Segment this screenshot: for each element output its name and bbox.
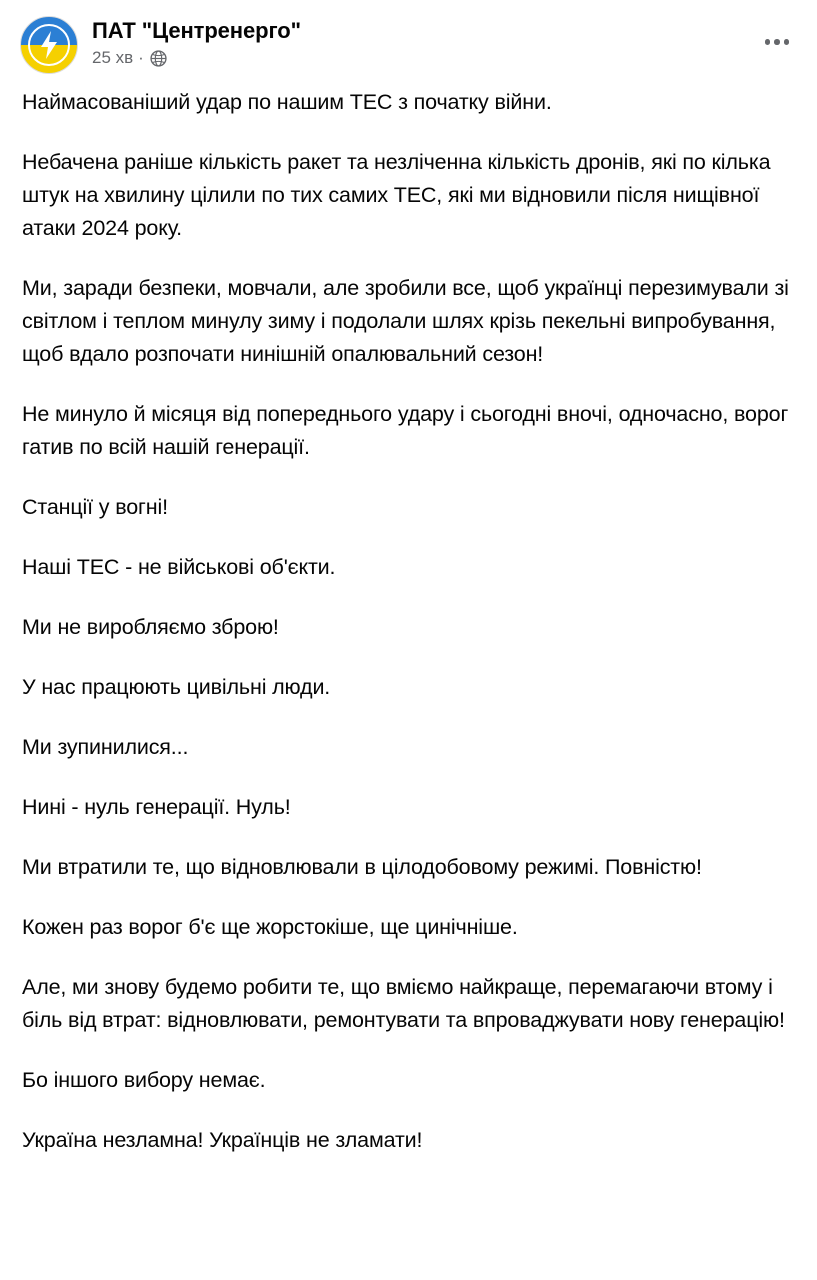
avatar[interactable] (20, 16, 78, 74)
post-paragraph: У нас працюють цивільні люди. (22, 675, 331, 699)
post-paragraph: Наймасованіший удар по нашим ТЕС з початку війни. (22, 90, 552, 114)
post-paragraph: Але, ми знову будемо робити те, що вміємо найкраще, перемагаючи втому і біль від втрат: відновлювати, ремонтувати та впроваджувати нову генерацію! (22, 975, 785, 1032)
meta-separator: · (138, 48, 144, 67)
post-paragraph: Станції у вогні! (22, 495, 168, 519)
post-paragraph: Кожен раз ворог б'є ще жорстокіше, ще цинічніше. (22, 915, 518, 939)
post-body (0, 80, 817, 1177)
post-paragraph: Ми зупинилися... (22, 735, 189, 759)
post-paragraph: Нині - нуль генерації. Нуль! (22, 795, 291, 819)
post-paragraph: Ми, заради безпеки, мовчали, але зробили все, щоб українці перезимували зі світлом і теплом минулу зиму і подолали шлях крізь пекельні випробування, щоб вдало розпочати нинішній опалювальний сезон! (22, 276, 789, 366)
post-paragraph: Ми втратили те, що відновлювали в цілодобовому режимі. Повністю! (22, 855, 702, 879)
more-options-button[interactable] (757, 22, 797, 62)
more-options-icon (765, 39, 790, 45)
post-timestamp[interactable]: 25 хв (92, 48, 134, 67)
post-paragraph: Україна незламна! Українців не зламати! (22, 1128, 423, 1152)
globe-icon[interactable] (150, 50, 167, 67)
post-meta (92, 48, 757, 68)
post-paragraph: Небачена раніше кількість ракет та незліченна кількість дронів, які по кілька штук на хвилину цілили по тих самих ТЕС, які ми відновили після нищівної атаки 2024 року. (22, 150, 771, 240)
post-header (0, 0, 817, 80)
post-paragraph: Ми не виробляємо зброю! (22, 615, 279, 639)
post-paragraph: Не минуло й місяця від попереднього удару і сьогодні вночі, одночасно, ворог гатив по всій нашій генерації. (22, 402, 789, 459)
post-header-text (92, 16, 757, 68)
post-paragraph: Бо іншого вибору немає. (22, 1068, 266, 1092)
page-name[interactable]: ПАТ "Центренерго" (92, 18, 301, 43)
lightning-bolt-logo-icon (21, 17, 77, 73)
post-paragraph: Наші ТЕС - не військові об'єкти. (22, 555, 336, 579)
